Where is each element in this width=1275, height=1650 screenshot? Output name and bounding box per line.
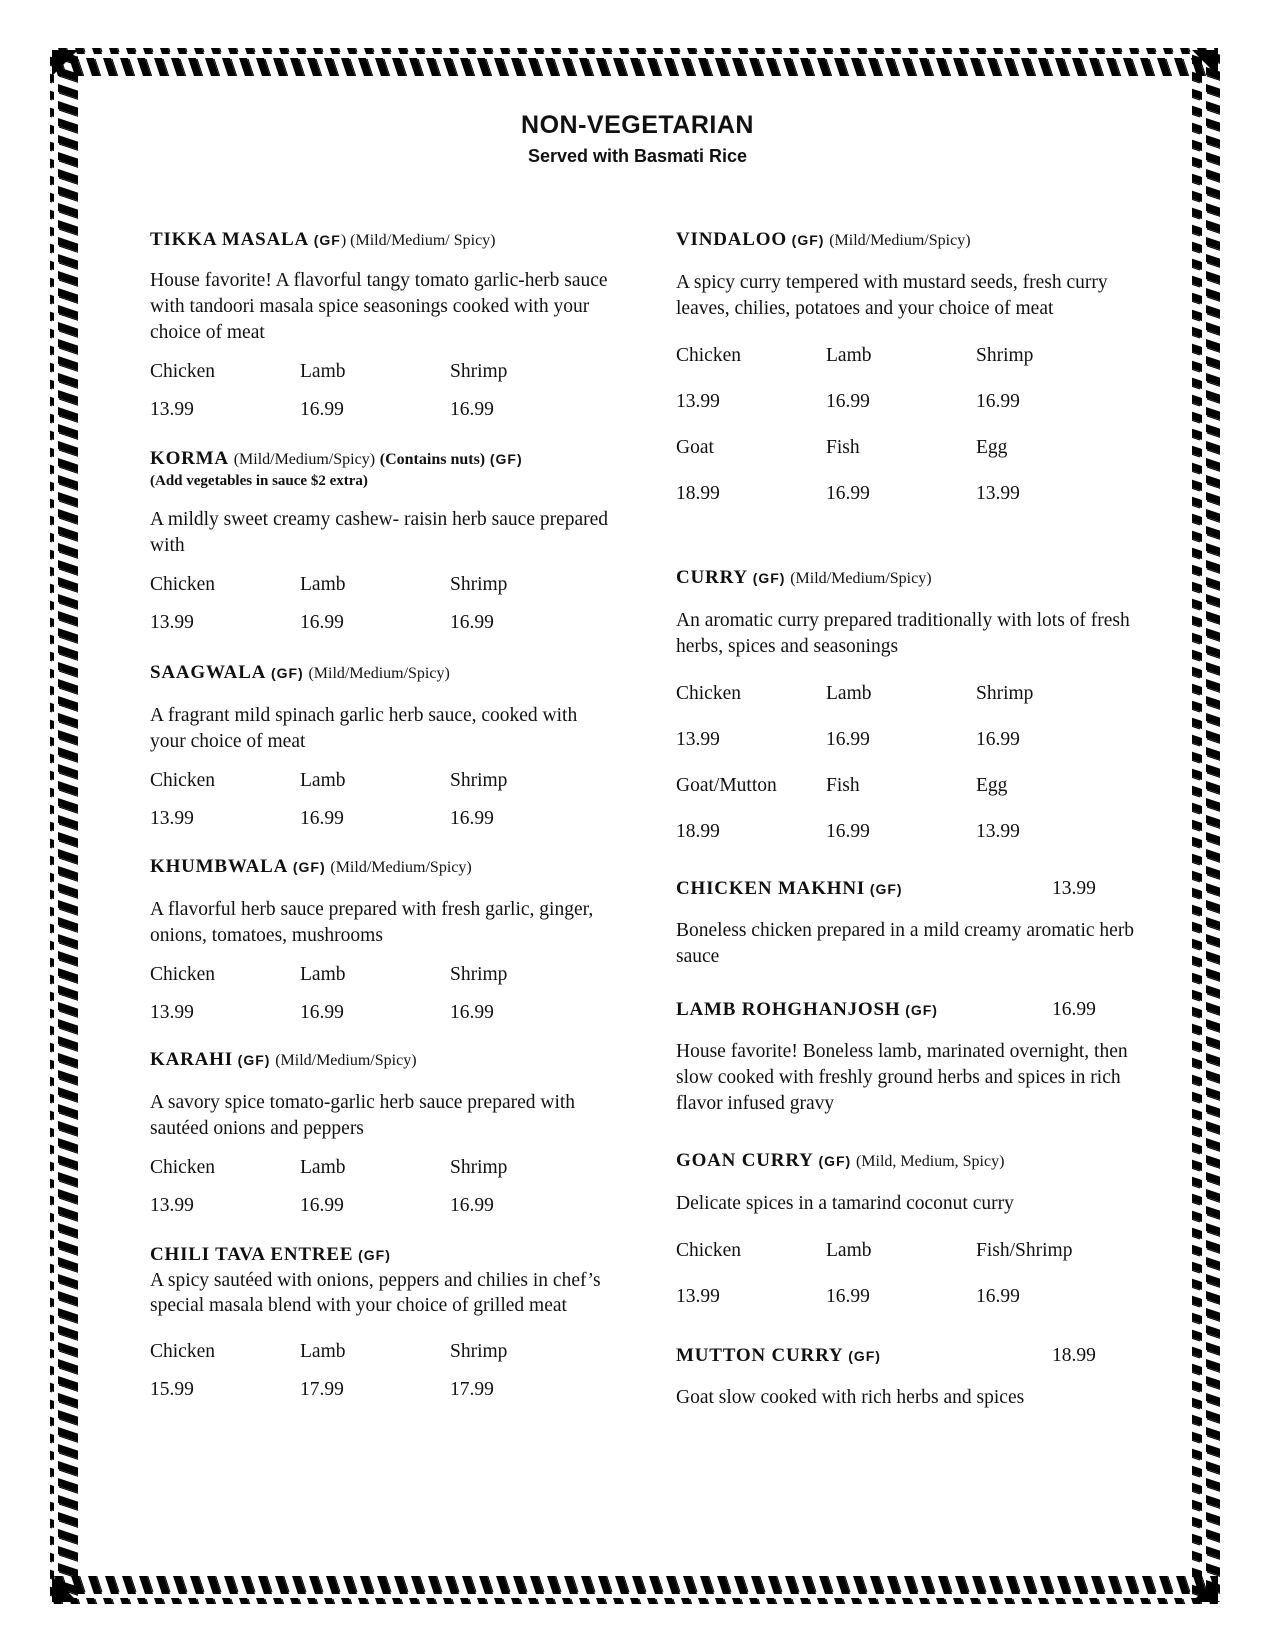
gf-label: (GF) [237, 1052, 271, 1068]
gf-label: (GF) [270, 665, 304, 681]
item-description: A savory spice tomato-garlic herb sauce prepared with sautéed onions and peppers [150, 1092, 576, 1139]
protein-row: Chicken Lamb Shrimp [150, 1341, 508, 1362]
item-description: A flavorful herb sauce prepared with fresh garlic, ginger, onions, tomatoes, mushrooms [150, 899, 594, 946]
item-name: KORMA [150, 448, 229, 469]
item-description: House favorite! A flavorful tangy tomato garlic-herb sauce with tandoori masala spice seasonings cooked with your choice of meat [150, 270, 608, 343]
gf-label: (GF) [905, 1002, 938, 1018]
price-row: 13.99 16.99 16.99 [676, 729, 1020, 750]
item-name: CURRY [676, 567, 748, 588]
item-name: GOAN CURRY [676, 1150, 814, 1171]
price-row: 13.99 16.99 16.99 [676, 1286, 1020, 1307]
menu-item-khumbwala [150, 856, 610, 1025]
item-description: An aromatic curry prepared traditionally with lots of fresh herbs, spices and seasonings [676, 610, 1130, 657]
protein-row: Chicken Lamb Shrimp [150, 574, 508, 595]
menu-item-chicken-makhni [676, 878, 1146, 970]
item-name: CHICKEN MAKHNI [676, 878, 866, 899]
gf-label: (GF) [869, 881, 903, 897]
page-title: NON-VEGETARIAN [521, 111, 754, 139]
item-description: House favorite! Boneless lamb, marinated overnight, then slow cooked with freshly ground herbs and spices in rich flavor infused gravy [676, 1041, 1128, 1114]
protein-row: Chicken Lamb Shrimp [676, 345, 1034, 366]
item-description: A spicy sautéed with onions, peppers and chilies in chef’s special masala blend with your choice of grilled meat [150, 1270, 601, 1316]
protein-row: Chicken Lamb Shrimp [150, 1157, 508, 1178]
protein-row: Chicken Lamb Fish/Shrimp [676, 1240, 1073, 1261]
price-row: 15.99 17.99 17.99 [150, 1379, 494, 1400]
price-row: 13.99 16.99 16.99 [150, 1002, 494, 1023]
item-price: 13.99 [1052, 878, 1096, 899]
spice-options: (Mild/Medium/Spicy) [275, 1052, 417, 1069]
spice-options: (Mild, Medium, Spicy) [855, 1153, 1005, 1170]
gf-label: (GF) [489, 451, 523, 467]
item-name: LAMB ROHGHANJOSH [676, 999, 901, 1020]
price-row: 13.99 16.99 16.99 [150, 808, 494, 829]
protein-row-2: Goat/Mutton Fish Egg [676, 775, 1008, 796]
menu-item-goan-curry [676, 1150, 1146, 1309]
menu-item-korma [150, 448, 610, 635]
item-note: (Add vegetables in sauce $2 extra) [150, 473, 368, 489]
item-price: 16.99 [1052, 999, 1096, 1020]
spice-options: (Mild/Medium/Spicy) [308, 665, 450, 682]
item-name: KHUMBWALA [150, 856, 289, 877]
item-description: Boneless chicken prepared in a mild creamy aromatic herb sauce [676, 920, 1135, 967]
spice-options: (Mild/Medium/Spicy) [330, 859, 472, 876]
item-name: CHILI TAVA ENTREE [150, 1244, 354, 1265]
price-row: 13.99 16.99 16.99 [150, 399, 494, 420]
item-description: A spicy curry tempered with mustard seeds, fresh curry leaves, chilies, potatoes and your choice of meat [676, 272, 1108, 319]
protein-row: Chicken Lamb Shrimp [150, 361, 508, 382]
gf-label: (GF) [292, 859, 326, 875]
gf-label: (GF) [358, 1247, 391, 1263]
price-row: 13.99 16.99 16.99 [676, 391, 1020, 412]
price-row: 13.99 16.99 16.99 [150, 612, 494, 633]
menu-item-mutton-curry [676, 1345, 1146, 1411]
gf-label: (GF [313, 232, 341, 248]
price-row: 13.99 16.99 16.99 [150, 1195, 494, 1216]
item-name: SAAGWALA [150, 662, 267, 683]
protein-row-2: Goat Fish Egg [676, 437, 1008, 458]
menu-item-karahi [150, 1049, 610, 1218]
menu-item-chili-tava [150, 1244, 610, 1402]
gf-label: (GF) [791, 232, 825, 248]
page-subtitle: Served with Basmati Rice [527, 146, 748, 166]
gf-label: (GF) [752, 570, 786, 586]
menu-item-lamb-rohghanjosh [676, 999, 1146, 1117]
menu-item-curry [676, 567, 1146, 844]
item-name: KARAHI [150, 1049, 233, 1070]
gf-label: (GF) [818, 1153, 852, 1169]
spice-options: (Mild/Medium/Spicy) [790, 570, 932, 587]
spice-options: (Mild/Medium/Spicy) [233, 451, 376, 468]
price-row-2: 18.99 16.99 13.99 [676, 483, 1020, 504]
menu-item-tikka-masala [150, 229, 610, 422]
item-name: TIKKA MASALA [150, 229, 309, 250]
protein-row: Chicken Lamb Shrimp [150, 770, 508, 791]
spice-options: ) (Mild/Medium/ Spicy) [340, 232, 496, 249]
menu-item-saagwala [150, 662, 610, 831]
item-price: 18.99 [1052, 1345, 1096, 1366]
gf-label: (GF) [848, 1348, 881, 1364]
item-description: Delicate spices in a tamarind coconut curry [676, 1193, 1014, 1214]
protein-row: Chicken Lamb Shrimp [676, 683, 1034, 704]
item-name: VINDALOO [676, 229, 787, 250]
item-description: A mildly sweet creamy cashew- raisin herb sauce prepared with [150, 509, 609, 556]
item-name: MUTTON CURRY [676, 1345, 844, 1366]
protein-row: Chicken Lamb Shrimp [150, 964, 508, 985]
price-row-2: 18.99 16.99 13.99 [676, 821, 1020, 842]
item-description: A fragrant mild spinach garlic herb sauce, cooked with your choice of meat [150, 705, 578, 752]
menu-item-vindaloo [676, 229, 1146, 506]
nuts-warning: (Contains nuts) [379, 451, 486, 468]
item-description: Goat slow cooked with rich herbs and spices [676, 1387, 1025, 1408]
spice-options: (Mild/Medium/Spicy) [829, 232, 971, 249]
